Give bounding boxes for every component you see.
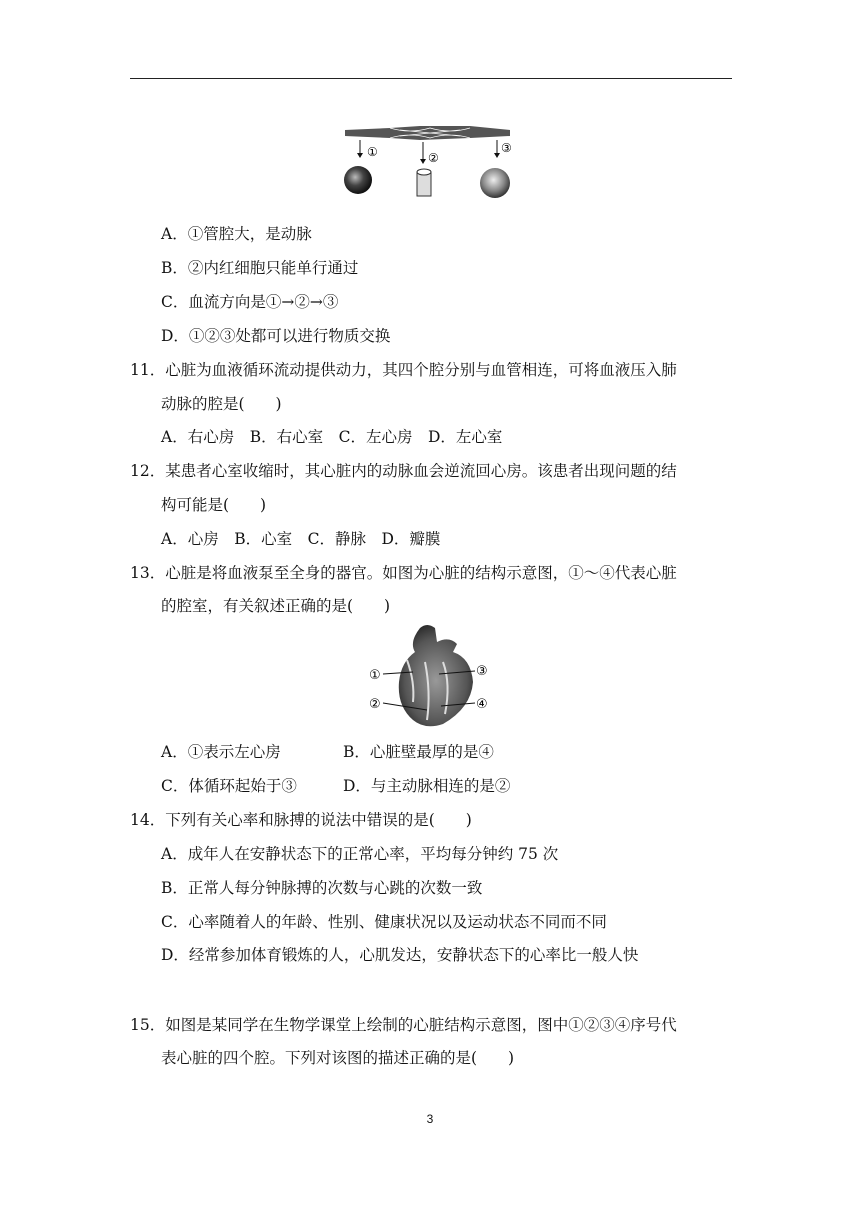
heart-label-3: ③ — [476, 664, 488, 679]
vessel-label-2: ② — [428, 151, 439, 165]
heart-label-2: ② — [369, 697, 381, 712]
heart-label-4: ④ — [476, 697, 488, 712]
q15-stem-line2: 表心脏的四个腔。下列对该图的描述正确的是( ) — [161, 1049, 515, 1067]
q15-stem-line1: 15．如图是某同学在生物学课堂上绘制的心脏结构示意图，图中①②③④序号代 — [130, 1016, 677, 1034]
q10-option-c[interactable]: C．血流方向是①→②→③ — [161, 293, 339, 311]
q14-stem: 14．下列有关心率和脉搏的说法中错误的是( ) — [130, 811, 472, 829]
q10-option-b[interactable]: B．②内红细胞只能单行通过 — [161, 259, 359, 277]
q13-option-c[interactable]: C．体循环起始于③ — [161, 777, 297, 795]
q12-stem-line1: 12．某患者心室收缩时，其心脏内的动脉血会逆流回心房。该患者出现问题的结 — [130, 462, 677, 480]
q13-option-a[interactable]: A．①表示左心房 — [161, 743, 281, 761]
page-number: 3 — [426, 1112, 434, 1126]
q10-option-d[interactable]: D．①②③处都可以进行物质交换 — [161, 327, 391, 345]
blood-vessel-figure — [340, 120, 520, 205]
q14-option-a[interactable]: A．成年人在安静状态下的正常心率，平均每分钟约 75 次 — [161, 845, 559, 863]
q13-stem-line2: 的腔室，有关叙述正确的是( ) — [161, 597, 391, 615]
q14-option-b[interactable]: B．正常人每分钟脉搏的次数与心跳的次数一致 — [161, 879, 483, 897]
q14-option-d[interactable]: D．经常参加体育锻炼的人，心肌发达，安静状态下的心率比一般人快 — [161, 946, 639, 964]
heart-figure — [365, 622, 495, 730]
vessel-label-1: ① — [367, 145, 378, 159]
q10-option-a[interactable]: A．①管腔大，是动脉 — [161, 225, 312, 243]
header-rule — [130, 78, 732, 79]
heart-label-1: ① — [369, 668, 381, 683]
q12-options[interactable]: A．心房 B．心室 C．静脉 D．瓣膜 — [161, 530, 441, 548]
vessel-label-3: ③ — [501, 141, 512, 155]
q11-stem-line1: 11．心脏为血液循环流动提供动力，其四个腔分别与血管相连，可将血液压入肺 — [130, 361, 677, 379]
q13-option-d[interactable]: D．与主动脉相连的是② — [343, 777, 511, 795]
q12-stem-line2: 构可能是( ) — [161, 496, 267, 514]
q13-option-b[interactable]: B．心脏壁最厚的是④ — [343, 743, 494, 761]
q13-stem-line1: 13．心脏是将血液泵至全身的器官。如图为心脏的结构示意图，①～④代表心脏 — [130, 564, 677, 582]
q14-option-c[interactable]: C．心率随着人的年龄、性别、健康状况以及运动状态不同而不同 — [161, 913, 607, 931]
q11-stem-line2: 动脉的腔是( ) — [161, 395, 282, 413]
q11-options[interactable]: A．右心房 B．右心室 C．左心房 D．左心室 — [161, 428, 503, 446]
